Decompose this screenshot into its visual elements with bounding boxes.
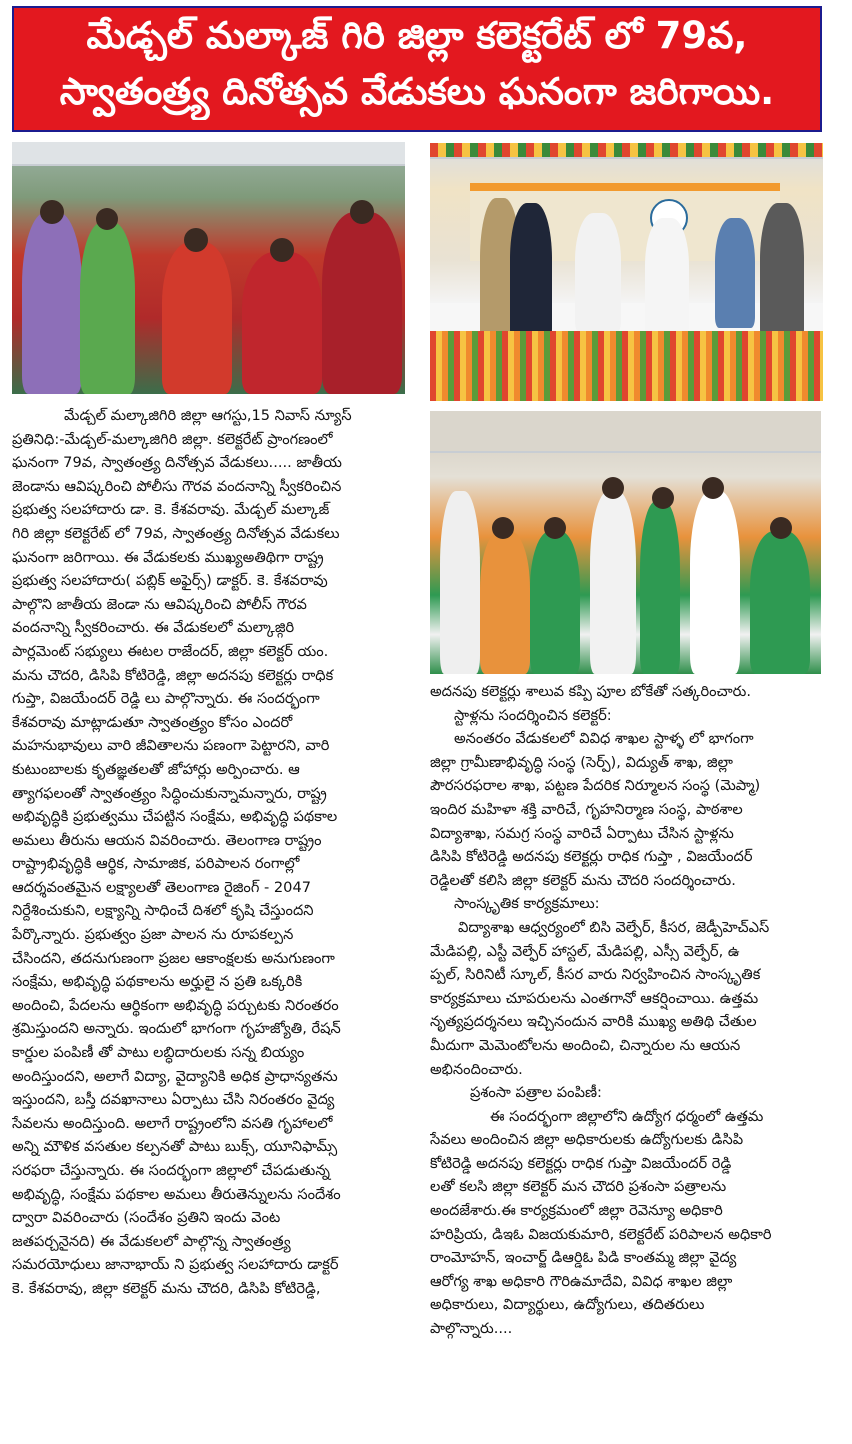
article-line: అందిస్తుందని, అలాగే విద్యా, వైద్యానికి అధిక ప్రాధాన్యతను: [12, 1067, 338, 1085]
article-line: కార్యక్రమాలు చూపరులను ఎంతగానో ఆకర్షించాయి. ఉత్తమ: [430, 989, 759, 1007]
article-line: శ్రమిస్తుందని అన్నారు. ఇందులో భాగంగా గృహజ్యోతి, రేషన్: [12, 1020, 341, 1038]
article-line: ఇందిర మహిళా శక్తి వారిచే, గృహనిర్మాణ సంస్థ, పాఠశాల: [430, 800, 743, 818]
headline-line-1: మేడ్చల్ మల్కాజ్ గిరి జిల్లా కలెక్టరేట్ లో 79వ,: [86, 14, 748, 57]
article-line: అమలు తీరును ఆయన వివరించారు. తెలంగాణ రాష్ట్రం: [12, 831, 322, 849]
article-line: అభినందించారు.: [430, 1060, 523, 1078]
article-line: మేడిపల్లి, ఎస్టీ వెల్ఫేర్ హాస్టల్, మేడిపల్లి, ఎస్సీ వెల్ఫేర్, ఉ: [430, 942, 740, 960]
article-line: సేవలు అందించిన జిల్లా అధికారులకు ఉద్యోగులకు డిసిపి: [430, 1131, 744, 1149]
headline-line-2: స్వాతంత్ర్య దినోత్సవ వేడుకలు ఘనంగా జరిగాయి.: [59, 70, 775, 113]
article-line: అధికారులు, విద్యార్థులు, ఉద్యోగులు, తదితరులు: [430, 1296, 705, 1314]
photo-dignitaries-on-stage: [430, 143, 823, 401]
article-line: పార్లమెంట్ సభ్యులు ఈటల రాజేందర్, జిల్లా కలెక్టర్ యం.: [12, 642, 329, 660]
article-line: సరఫరా చేస్తున్నారు. ఈ సందర్భంగా జిల్లాలో చేపడుతున్న: [12, 1162, 330, 1179]
article-line: ఇస్తుందని, బస్తీ దవఖానాలు ఏర్పాటు చేసి నిరంతరం వైద్య: [12, 1091, 335, 1109]
article-line: లతో కలసి జిల్లా కలెక్టర్ మన చౌదరి ప్రశంసా పత్రాలను: [430, 1178, 727, 1196]
article-line: కె. కేశవరావు, జిల్లా కలెక్టర్ మను చౌదరి, డిసిపి కోటిరెడ్డి,: [12, 1279, 321, 1297]
article-line: విద్యాశాఖ ఆధ్వర్యంలో బిసి వెల్ఫేర్, కీసర, జెడ్పీహెచ్ఎస్: [458, 918, 770, 936]
article-line: అభివృద్ధి, సంక్షేమ పథకాల అమలు తీరుతెన్నులను సందేశం: [12, 1185, 341, 1203]
article-line: పాల్గొన్నారు....: [430, 1320, 513, 1338]
article-line: ద్వారా వివరించారు (సందేశం ప్రతిని ఇందు వెంట: [12, 1209, 281, 1227]
article-line: ఈ సందర్భంగా జిల్లాలోని ఉద్యోగ ధర్మంలో ఉత్తమ: [490, 1107, 764, 1125]
article-line: అందించి, పేదలను ఆర్థికంగా అభివృద్ధి పర్చుటకు నిరంతరం: [12, 996, 339, 1014]
article-right-column: [430, 680, 824, 1341]
article-line: జిల్లా గ్రామీణాభివృద్ధి సంస్థ (సెర్ప్), విద్యుత్ శాఖ, జిల్లా: [430, 753, 733, 771]
article-line: సంక్షేమ, అభివృద్ధి పథకాలను అర్హులై న ప్రతి ఒక్కరికి: [12, 973, 303, 991]
article-line: సాంస్కృతిక కార్యక్రమాలు:: [454, 895, 600, 913]
article-line: సేవలను అందిస్తుంది. అలాగే రాష్ట్రంలోని వసతి గృహాలలో: [12, 1114, 333, 1132]
article-line: ఘనంగా జరిగాయి. ఈ వేడుకలకు ముఖ్యఅతిథిగా రాష్ట్ర: [12, 548, 324, 566]
article-line: సమరయోధులు జానాభాయ్ ని ప్రభుత్వ సలహాదారు డాక్టర్: [12, 1256, 339, 1274]
article-line: ఆరోగ్య శాఖ అధికారి గౌరిఉమాదేవి, వివిధ శాఖల జిల్లా: [430, 1272, 733, 1290]
article-line: నృత్యప్రదర్శనలు ఇచ్చినందున వారికి ముఖ్య అతిథి చేతుల: [430, 1013, 757, 1031]
article-line: వందనాన్ని స్వీకరించారు. ఈ వేడుకలలో మల్కాజ్గిరి: [12, 619, 295, 637]
article-line: పేర్కొన్నారు. ప్రభుత్వం ప్రజా పాలన ను రూపకల్పన: [12, 926, 294, 944]
article-left-column: [12, 404, 417, 1301]
article-line: కుటుంబాలకు కృతజ్ఞతలతో జోహార్లు అర్పించారు. ఆ: [12, 760, 300, 778]
article-line: విద్యాశాఖ, సమగ్ర సంస్థ వారిచే ఏర్పాటు చేసిన స్టాళ్లను: [430, 824, 734, 842]
article-line: గిరి జిల్లా కలెక్టరేట్ లో 79వ, స్వాతంత్ర్య దినోత్సవ వేడుకలు: [12, 524, 340, 542]
article-line: రాష్ట్రాభివృద్ధికి ఆర్థిక, సామాజిక, పరిపాలన రంగాల్లో: [12, 855, 300, 873]
article-line: స్టాళ్లను సందర్శించిన కలెక్టర్:: [454, 706, 612, 724]
photo-dancers-group: [12, 142, 405, 394]
article-line: కోటిరెడ్డి అదనపు కలెక్టర్లు రాధిక గుప్తా విజయేందర్ రెడ్డి: [430, 1154, 732, 1172]
article-line: మను చౌదరి, డిసిపి కోటిరెడ్డి, జిల్లా అదనపు కలెక్టర్లు రాధిక: [12, 666, 334, 684]
article-line: మహనుభావులు వారి జీవితాలను పణంగా పెట్టారని, వారి: [12, 737, 330, 755]
article-line: త్యాగఫలంతో స్వాతంత్ర్యం సిద్ధించుకున్నామన్నారు, రాష్ట్ర: [12, 784, 327, 802]
article-line: పౌరసరఫరాల శాఖ, పట్టణ పేదరిక నిర్మూలన సంస్థ (మెప్మా): [430, 777, 761, 795]
article-line: మేడ్చల్ మల్కాజిగిరి జిల్లా ఆగస్టు,15 నివాస్ న్యూస్: [64, 407, 352, 424]
article-line: అభివృద్ధికి ప్రభుత్వము చేపట్టిన సంక్షేమ, అభివృద్ధి పథకాల: [12, 808, 338, 826]
article-line: ప్పల్, సిరినిటీ స్కూల్, కీసర వారు నిర్వహించిన సాంస్కృతిక: [430, 966, 761, 984]
article-line: నిర్దేశించుకుని, లక్ష్యాన్ని సాధించే దిశలో కృషి చేస్తుందని: [12, 902, 314, 920]
article-line: మీదుగా మెమెంటోలను అందించి, చిన్నారుల ను ఆయన: [430, 1036, 741, 1054]
article-line: అన్ని మౌళిక వసతుల కల్పనతో పాటు బుక్స్, యూనిఫామ్స్: [12, 1138, 338, 1156]
article-line: చేసిందని, తదనుగుణంగా ప్రజల ఆకాంక్షలకు అనుగుణంగా: [12, 949, 335, 967]
article-line: ప్రభుత్వ సలహాదారు( పబ్లిక్ అఫైర్స్) డాక్టర్. కె. కేశవరావు: [12, 572, 328, 590]
article-line: కార్డుల పంపిణీ తో పాటు లబ్ధిదారులకు సన్న బియ్యం: [12, 1044, 305, 1062]
article-line: రెడ్డిలతో కలిసి జిల్లా కలెక్టర్ మను చౌదరి సందర్శించారు.: [430, 871, 736, 889]
article-line: రాంమోహన్, ఇంచార్జ్ డిఆర్డిఓ పిడి కాంతమ్మ జిల్లా వైద్య: [430, 1249, 737, 1267]
article-line: అదనపు కలెక్టర్లు శాలువ కప్పి పూల బోకేతో సత్కరించారు.: [430, 683, 751, 700]
article-line: కేశవరావు మాట్లాడుతూ స్వాతంత్ర్యం కోసం ఎందరో: [12, 713, 293, 731]
photo-students-with-memento: [430, 411, 821, 674]
article-line: అనంతరం వేడుకలలో వివిధ శాఖల స్టాళ్ళ లో భాగంగా: [454, 730, 754, 748]
article-line: ప్రశంసా పత్రాల పంపిణీ:: [470, 1084, 602, 1102]
article-line: జెండాను ఆవిష్కరించి పోలీసు గౌరవ వందనాన్ని స్వీకరించిన: [12, 477, 342, 495]
article-line: ఆదర్శవంతమైన లక్ష్యాలతో తెలంగాణ రైజింగ్ - 2047: [12, 878, 312, 896]
headline-banner: [12, 6, 822, 132]
article-line: అందజేశారు.ఈ కార్యక్రమంలో జిల్లా రెవెన్యూ అధికారి: [430, 1202, 723, 1220]
article-line: పాల్గొని జాతీయ జెండా ను ఆవిష్కరించి పోలీస్ గౌరవ: [12, 595, 307, 613]
article-line: డిసిపి కోటిరెడ్డి అదనపు కలెక్టర్లు రాధిక గుప్తా , విజయేందర్: [430, 848, 753, 866]
article-line: ఘనంగా 79వ, స్వాతంత్ర్య దినోత్సవ వేడుకలు..... జాతీయ: [12, 454, 342, 472]
article-line: గుప్తా, విజయేందర్ రెడ్డి లు పాల్గొన్నారు. ఈ సందర్భంగా: [12, 690, 320, 708]
article-line: ప్రతినిధి:-మేడ్చల్-మల్కాజిగిరి జిల్లా. కలెక్టరేట్ ప్రాంగణంలో: [12, 430, 333, 448]
article-line: జతపర్చనైనది) ఈ వేడుకలలో పాల్గొన్న స్వాతంత్ర్య: [12, 1232, 291, 1250]
article-line: ప్రభుత్వ సలహాదారు డా. కె. కేశవరావు. మేడ్చల్ మల్కాజ్: [12, 501, 330, 519]
article-line: హరిప్రియ, డిఇఓ విజయకుమారి, కలెక్టరేట్ పరిపాలన అధికారి: [430, 1225, 772, 1243]
